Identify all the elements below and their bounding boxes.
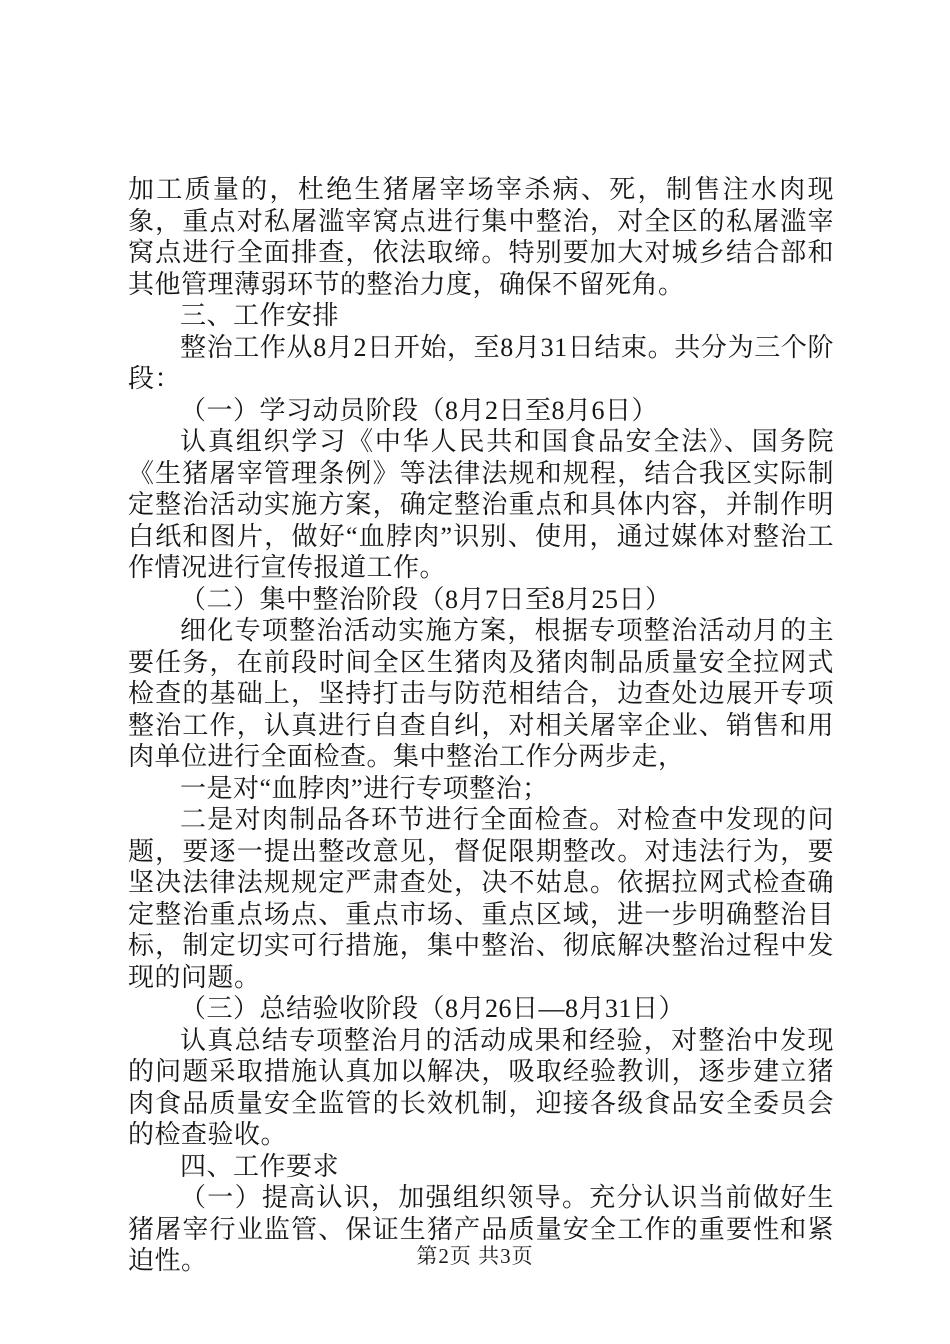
heading-work-arrangement: 三、工作安排 [180,301,340,330]
paragraph-schedule-overview: 整治工作从8月2日开始，至8月31日结束。共分为三个阶段： [128,332,834,393]
document-body [128,174,834,1277]
paragraph-stage3-details: 认真总结专项整治月的活动成果和经验，对整治中发现的问题采取措施认真加以解决，吸取经验教训，逐步建立猪肉食品质量安全监管的长效机制，迎接各级食品安全委员会的检查验收。 [128,1025,834,1149]
page-number-label: 第2页 共3页 [416,1244,534,1268]
heading-work-requirements: 四、工作要求 [180,1151,340,1181]
paragraph-stage2-details: 细化专项整治活动实施方案，根据专项整治活动月的主要任务，在前段时间全区生猪肉及猪肉制品质量安全拉网式检查的基础上，坚持打击与防范相结合，边查处边展开专项整治工作，认真进行自查自纠，对相关屠宰企业、销售和用肉单位进行全面检查。集中整治工作分两步走， [128,616,834,771]
paragraph-stage2-step1: 一是对“血脖肉”进行专项整治； [180,773,549,803]
paragraph-continued-from-previous-page: 加工质量的，杜绝生猪屠宰场宰杀病、死，制售注水肉现象，重点对私屠滥宰窝点进行集中整治，对全区的私屠滥宰窝点进行全面排查，依法取缔。特别要加大对城乡结合部和其他管理薄弱环节的整治力度，确保不留死角。 [128,175,834,299]
heading-stage1-study-mobilization: （一）学习动员阶段（8月2日至8月6日） [180,395,659,425]
heading-stage2-concentrated-rectification: （二）集中整治阶段（8月7日至8月25日） [180,584,672,614]
paragraph-requirement1-raise-awareness: （一）提高认识，加强组织领导。充分认识当前做好生猪屠宰行业监管、保证生猪产品质量安全工作的重要性和紧迫性。 [128,1183,834,1275]
heading-stage3-summary-acceptance: （三）总结验收阶段（8月26日—8月31日） [180,994,686,1023]
page-footer [0,1240,950,1270]
paragraph-stage1-details: 认真组织学习《中华人民共和国食品安全法》、国务院《生猪屠宰管理条例》等法律法规和规程，结合我区实际制定整治活动实施方案，确定整治重点和具体内容，并制作明白纸和图片，做好“血脖肉”识别、使用，通过媒体对整治工作情况进行宣传报道工作。 [128,427,834,582]
paragraph-stage2-step2: 二是对肉制品各环节进行全面检查。对检查中发现的问题，要逐一提出整改意见，督促限期整改。对违法行为，要坚决法律法规规定严肃查处，决不姑息。依据拉网式检查确定整治重点场点、重点市场、重点区域，进一步明确整治目标，制定切实可行措施，集中整治、彻底解决整治过程中发现的问题。 [128,805,834,992]
